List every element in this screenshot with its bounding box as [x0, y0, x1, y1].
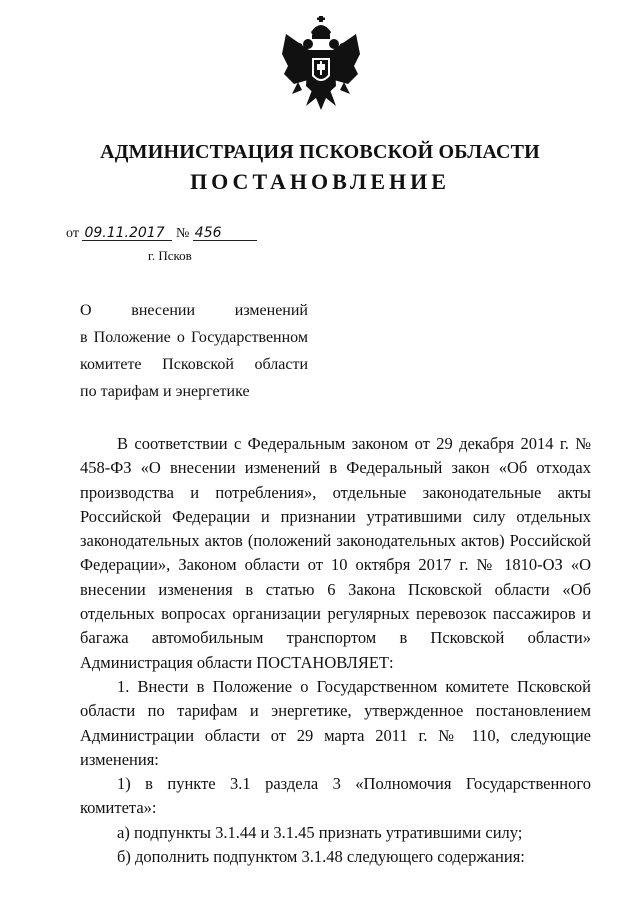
clause-paragraph: 1) в пункте 3.1 раздела 3 «Полномочия Государственного комитета»:: [80, 774, 591, 818]
number-prefix: №: [175, 226, 190, 241]
issuing-authority: АДМИНИСТРАЦИЯ ПСКОВСКОЙ ОБЛАСТИ: [100, 141, 540, 163]
coat-of-arms-emblem: [278, 14, 364, 114]
clause-paragraph: б) дополнить подпунктом 3.1.48 следующего содержания:: [117, 847, 525, 867]
handwritten-number: 456: [193, 226, 257, 241]
date-prefix: от: [66, 226, 79, 241]
document-body: [80, 432, 591, 869]
document-subject: [80, 297, 308, 405]
subject-line: О внесении изменений: [80, 302, 308, 319]
clause-paragraph: 1. Внести в Положение о Государственном комитете Псковской области по тарифам и энергетике, утвержденное постановлением Администрации области от 29 марта 2011 г. № 110, следующие изменения:: [80, 676, 591, 769]
subject-line: комитете Псковской области: [80, 356, 308, 373]
date-number-line: [66, 226, 257, 242]
subject-line: по тарифам и энергетике: [80, 383, 250, 400]
city-name: г. Псков: [148, 248, 192, 263]
document-type-title: ПОСТАНОВЛЕНИЕ: [190, 169, 450, 194]
clause-paragraph: а) подпункты 3.1.44 и 3.1.45 признать утратившими силу;: [117, 822, 523, 842]
handwritten-date: 09.11.2017: [82, 226, 172, 241]
preamble-paragraph: В соответствии с Федеральным законом от 29 декабря 2014 г. № 458-ФЗ «О внесении изменений в Федеральный закон «Об отходах производства и потребления», отдельные законодательные акты Российской Федерации и признании утратившими силу отдельных законодательных актов (положений законодательных актов) Российской Федерации», Законом области от 10 октября 2017 г. № 1810-ОЗ «О внесении изменения в статью 6 Закона Псковской области «Об отдельных вопросах организации регулярных перевозок пассажиров и багажа автомобильным транспортом в Псковской области» Администрация области ПОСТАНОВЛЯЕТ:: [80, 434, 591, 672]
subject-line: в Положение о Государственном: [80, 329, 308, 346]
